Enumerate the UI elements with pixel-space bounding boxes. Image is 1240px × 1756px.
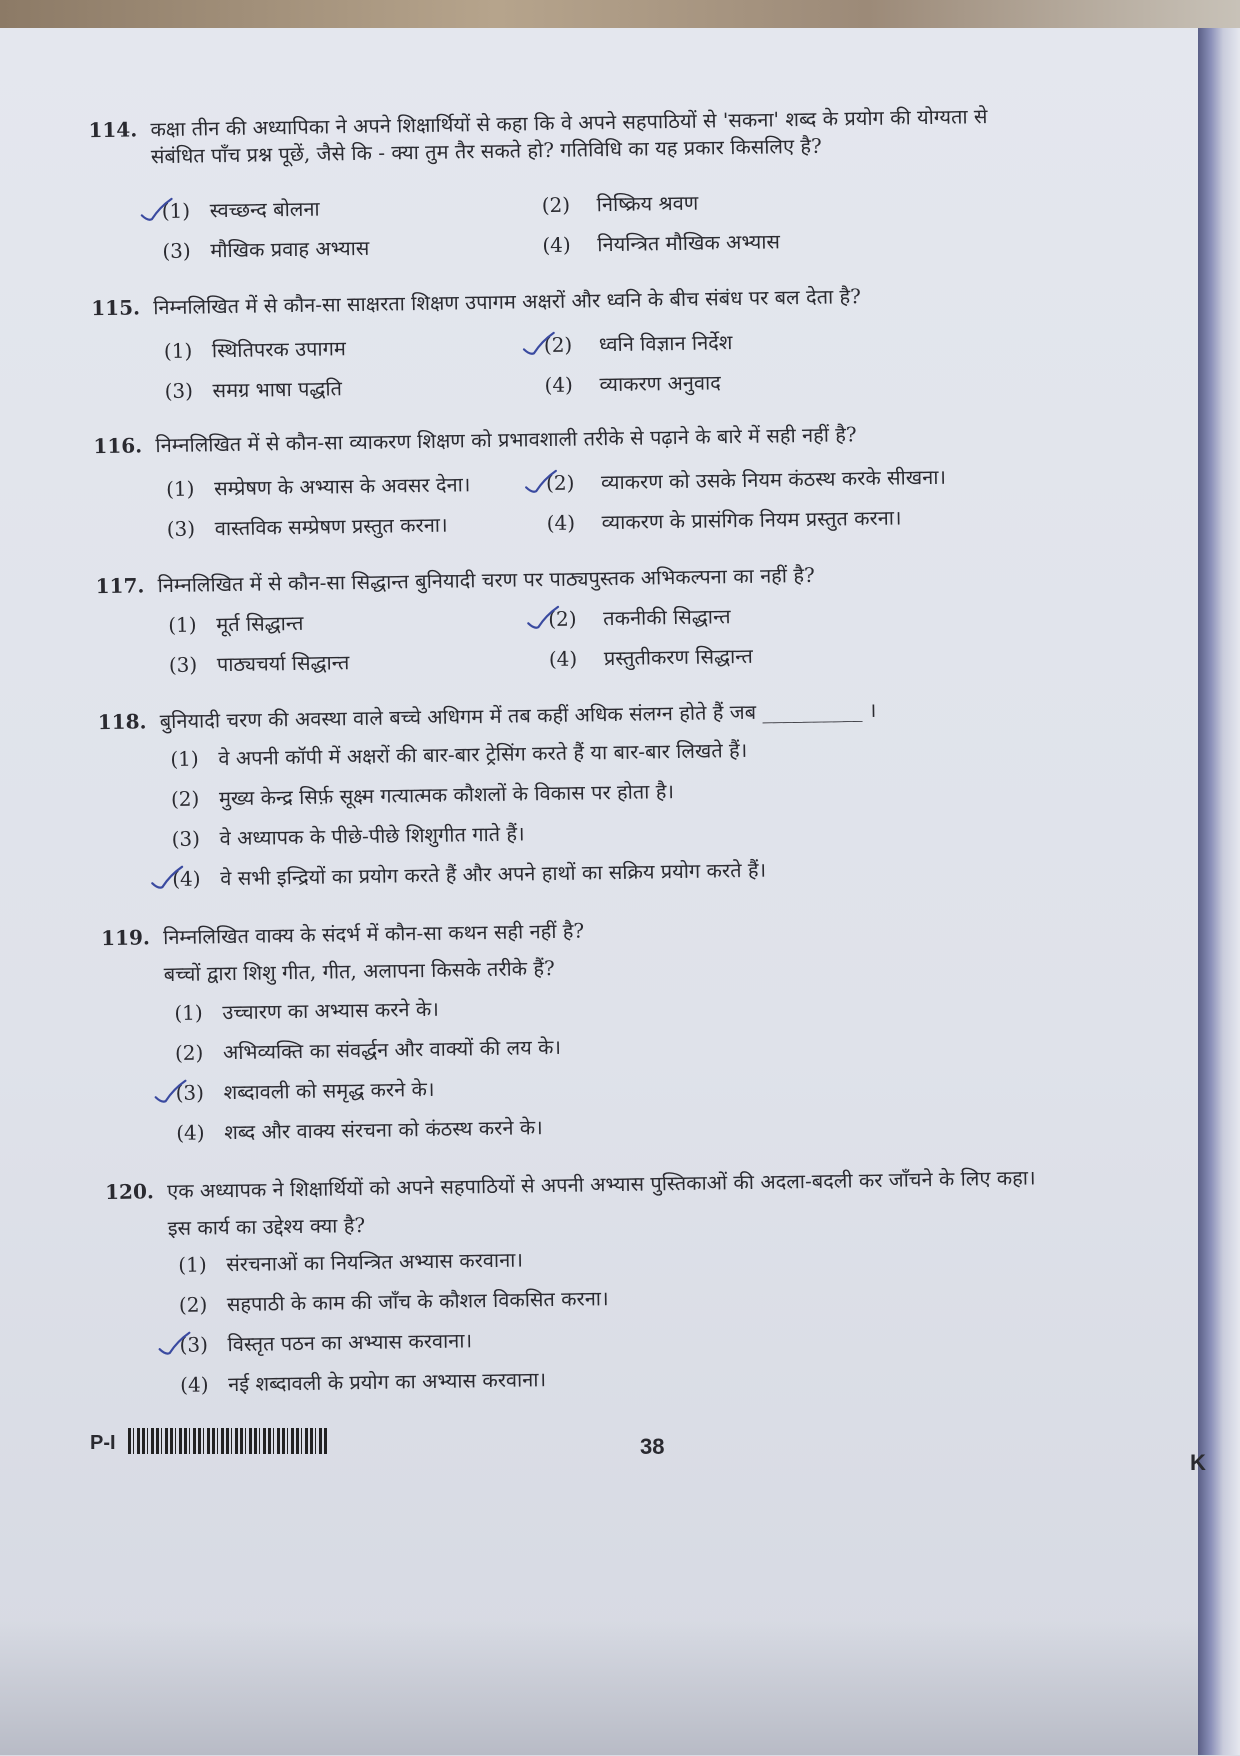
- question-text: निम्नलिखित में से कौन-सा साक्षरता शिक्षण उपागम अक्षरों और ध्वनि के बीच संबंध पर बल देता है?: [153, 284, 862, 320]
- option-number: (3): [175, 1080, 205, 1105]
- pen-tick-mark-icon: [157, 1331, 191, 1358]
- option-number: (3): [179, 1332, 209, 1357]
- pen-tick-mark-icon: [150, 865, 184, 892]
- option-number: (4): [180, 1372, 209, 1397]
- option-number: (3): [162, 238, 191, 264]
- option-number: (2): [170, 786, 200, 811]
- option-number: (3): [171, 826, 201, 851]
- question-text: बुनियादी चरण की अवस्था वाले बच्चे अधिगम में तब कहीं अधिक संलग्न होते हैं जब __________ ।: [159, 697, 877, 734]
- pen-tick-mark-icon: [526, 605, 560, 632]
- question-number: 120.: [104, 1179, 155, 1205]
- question-text: बच्चों द्वारा शिशु गीत, गीत, अलापना किसके तरीके हैं?: [163, 955, 555, 987]
- pen-tick-mark-icon: [522, 331, 556, 358]
- option-text: व्याकरण को उसके नियम कंठस्थ करके सीखना।: [600, 464, 947, 495]
- option-text: नियन्त्रित मौखिक अभ्यास: [597, 229, 781, 257]
- option-text: व्याकरण अनुवाद: [599, 370, 721, 397]
- option-text: निष्क्रिय श्रवण: [596, 190, 699, 217]
- option-number: (1): [161, 198, 191, 224]
- option-text: संरचनाओं का नियन्त्रित अभ्यास करवाना।: [226, 1247, 524, 1277]
- option-text: समग्र भाषा पद्धति: [212, 376, 343, 403]
- question-number: 118.: [97, 709, 147, 735]
- option-text: ध्वनि विज्ञान निर्देश: [598, 330, 733, 357]
- book-edge: [1198, 28, 1240, 1755]
- option-text: स्थितिपरक उपागम: [211, 336, 347, 363]
- option-text: वे सभी इन्द्रियों का प्रयोग करते हैं और अपने हाथों का सक्रिय प्रयोग करते हैं।: [220, 857, 767, 891]
- option-text: सहपाठी के काम की जाँच के कौशल विकसित करना।: [226, 1286, 609, 1317]
- option-number: (2): [174, 1040, 204, 1065]
- option-text: वास्तविक सम्प्रेषण प्रस्तुत करना।: [214, 512, 448, 541]
- option-text: नई शब्दावली के प्रयोग का अभ्यास करवाना।: [227, 1367, 547, 1397]
- option-text: वे अध्यापक के पीछे-पीछे शिशुगीत गाते हैं।: [219, 821, 525, 851]
- option-text: वे अपनी कॉपी में अक्षरों की बार-बार ट्रेसिंग करते हैं या बार-बार लिखते हैं।: [218, 737, 748, 771]
- pen-tick-mark-icon: [153, 1079, 187, 1106]
- page-number: 38: [640, 1434, 665, 1459]
- question-text: संबंधित पाँच प्रश्न पूछें, जैसे कि - क्या तुम तैर सकते हो? गतिविधि का यह प्रकार किसलिए है?: [150, 133, 822, 169]
- option-text: शब्दावली को समृद्ध करने के।: [223, 1076, 435, 1105]
- question-number: 119.: [100, 925, 151, 951]
- barcode: [128, 1428, 328, 1454]
- question-text: निम्नलिखित वाक्य के संदर्भ में कौन-सा कथन सही नहीं है?: [162, 918, 585, 950]
- option-text: पाठ्यचर्या सिद्धान्त: [216, 650, 350, 677]
- paper-code: P-I: [90, 1432, 116, 1454]
- option-number: (2): [543, 332, 573, 358]
- option-number: (3): [168, 652, 198, 677]
- option-number: (3): [164, 378, 194, 404]
- option-text: मुख्य केन्द्र सिर्फ़ सूक्ष्म गत्यात्मक कौशलों के विकास पर होता है।: [218, 779, 675, 811]
- option-text: मौखिक प्रवाह अभ्यास: [210, 235, 370, 263]
- option-number: (4): [176, 1120, 205, 1145]
- option-text: उच्चारण का अभ्यास करने के।: [222, 996, 439, 1025]
- question-text: कक्षा तीन की अध्यापिका ने अपने शिक्षार्थियों से कहा कि वे अपने सहपाठियों से 'सकना' शब्द के प्रयोग की योग्यता से: [150, 104, 988, 142]
- option-number: (1): [163, 338, 193, 364]
- option-text: अभिव्यक्ति का संवर्द्धन और वाक्यों की लय के।: [222, 1034, 562, 1065]
- option-number: (1): [168, 612, 197, 637]
- option-number: (4): [548, 646, 578, 672]
- option-number: (2): [545, 470, 575, 496]
- option-text: तकनीकी सिद्धान्त: [603, 604, 731, 631]
- option-text: स्वच्छन्द बोलना: [209, 196, 320, 223]
- option-number: (4): [542, 232, 571, 258]
- question-text: एक अध्यापक ने शिक्षार्थियों को अपने सहपाठियों से अपनी अभ्यास पुस्तिकाओं की अदला-बदली कर जाँचने के लिए कहा।: [166, 1165, 1036, 1204]
- option-number: (1): [178, 1252, 207, 1277]
- option-text: व्याकरण के प्रासंगिक नियम प्रस्तुत करना।: [601, 505, 902, 535]
- option-number: (4): [544, 372, 574, 398]
- option-number: (3): [166, 516, 196, 542]
- question-text: निम्नलिखित में से कौन-सा व्याकरण शिक्षण को प्रभावशाली तरीके से पढ़ाने के बारे में सही नहीं है?: [155, 422, 857, 458]
- option-number: (4): [546, 510, 576, 536]
- question-text: इस कार्य का उद्देश्य क्या है?: [167, 1212, 366, 1241]
- option-text: मूर्त सिद्धान्त: [216, 610, 304, 637]
- question-text: निम्नलिखित में से कौन-सा सिद्धान्त बुनियादी चरण पर पाठ्यपुस्तक अभिकल्पना का नहीं है?: [157, 562, 815, 598]
- option-number: (1): [165, 476, 195, 502]
- option-number: (2): [541, 192, 571, 218]
- pen-tick-mark-icon: [140, 197, 174, 224]
- question-number: 114.: [88, 117, 138, 143]
- pen-tick-mark-icon: [524, 469, 558, 496]
- question-number: 117.: [95, 573, 145, 599]
- option-number: (2): [548, 606, 577, 632]
- option-number: (2): [178, 1292, 208, 1317]
- question-number: 116.: [93, 433, 143, 459]
- edge-letter: K: [1190, 1450, 1206, 1475]
- option-number: (1): [170, 746, 199, 771]
- question-number: 115.: [91, 295, 141, 321]
- option-text: सम्प्रेषण के अभ्यास के अवसर देना।: [213, 472, 471, 501]
- option-text: विस्तृत पठन का अभ्यास करवाना।: [227, 1328, 473, 1357]
- option-number: (1): [174, 1000, 203, 1025]
- option-number: (4): [172, 866, 201, 891]
- option-text: प्रस्तुतीकरण सिद्धान्त: [603, 643, 753, 671]
- option-text: शब्द और वाक्य संरचना को कंठस्थ करने के।: [224, 1115, 543, 1145]
